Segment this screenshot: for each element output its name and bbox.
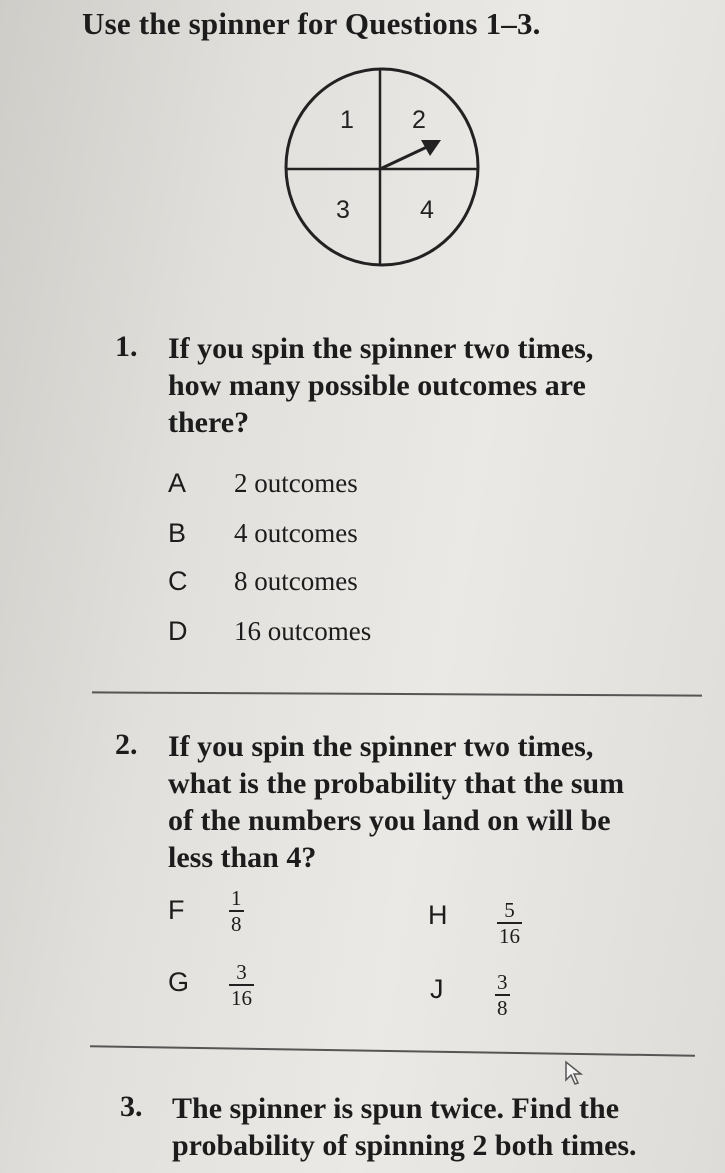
option-h-letter: H bbox=[428, 900, 448, 930]
option-g-fraction bbox=[229, 960, 254, 1010]
option-c-letter: C bbox=[168, 566, 188, 596]
option-j-denominator: 8 bbox=[497, 996, 508, 1020]
question-1-line: If you spin the spinner two times, bbox=[168, 332, 594, 365]
question-3-text bbox=[172, 1090, 637, 1164]
option-d-text: 16 outcomes bbox=[234, 616, 372, 646]
question-1-number: 1. bbox=[115, 330, 138, 363]
question-1-line: there? bbox=[168, 406, 250, 439]
question-2-line: less than 4? bbox=[168, 841, 317, 874]
mouse-cursor-icon bbox=[562, 1058, 592, 1088]
option-g-denominator: 16 bbox=[231, 986, 252, 1010]
spinner-section-2: 2 bbox=[412, 106, 426, 134]
option-f-denominator: 8 bbox=[231, 912, 242, 936]
spinner-section-4: 4 bbox=[420, 196, 434, 224]
question-1-line: how many possible outcomes are bbox=[168, 369, 586, 402]
option-h-numerator: 5 bbox=[504, 898, 515, 922]
section-divider bbox=[90, 1045, 695, 1057]
question-2-text bbox=[168, 728, 624, 876]
option-a-text: 2 outcomes bbox=[234, 468, 358, 498]
option-b-letter: B bbox=[168, 518, 187, 548]
question-1-text bbox=[168, 330, 593, 441]
question-2-line: what is the probability that the sum bbox=[168, 767, 625, 800]
option-j-numerator: 3 bbox=[497, 970, 508, 994]
option-g-numerator: 3 bbox=[236, 960, 247, 984]
option-d-letter: D bbox=[168, 616, 188, 646]
spinner-diagram bbox=[283, 66, 483, 270]
option-c-text: 8 outcomes bbox=[234, 566, 358, 596]
spinner-section-1: 1 bbox=[340, 106, 354, 134]
spinner-arrow-shaft bbox=[380, 146, 429, 169]
section-divider bbox=[92, 691, 702, 696]
question-2-number: 2. bbox=[115, 728, 138, 761]
question-3-number: 3. bbox=[120, 1090, 143, 1123]
page-heading: Use the spinner for Questions 1–3. bbox=[82, 6, 541, 41]
option-j-fraction bbox=[495, 970, 510, 1020]
option-j-letter: J bbox=[430, 974, 444, 1004]
question-3-line: probability of spinning 2 both times. bbox=[172, 1129, 637, 1162]
option-h-fraction bbox=[497, 898, 522, 948]
option-h-denominator: 16 bbox=[499, 924, 520, 948]
option-f-letter: F bbox=[168, 895, 185, 925]
option-a-letter: A bbox=[168, 468, 187, 498]
option-g-letter: G bbox=[168, 967, 190, 997]
option-b-text: 4 outcomes bbox=[234, 518, 358, 548]
question-3-line: The spinner is spun twice. Find the bbox=[172, 1092, 620, 1125]
question-2-line: If you spin the spinner two times, bbox=[168, 730, 594, 763]
option-f-fraction bbox=[229, 886, 244, 936]
spinner-section-3: 3 bbox=[336, 196, 350, 224]
question-2-line: of the numbers you land on will be bbox=[168, 804, 611, 837]
option-f-numerator: 1 bbox=[231, 886, 242, 910]
